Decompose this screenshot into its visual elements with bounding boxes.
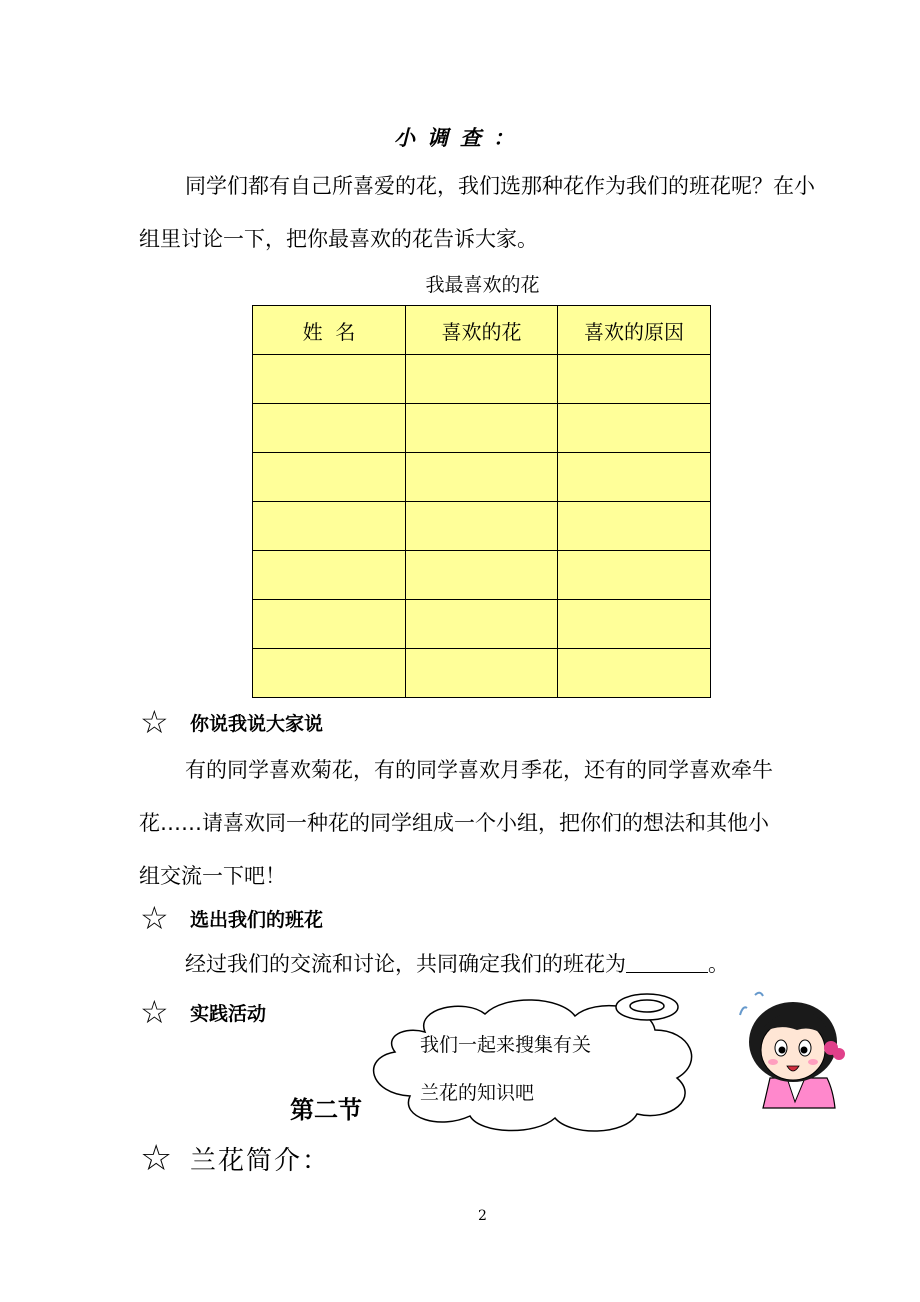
cell-reason[interactable] (558, 551, 711, 600)
page-number: 2 (478, 1208, 487, 1224)
header-flower: 喜欢的花 (406, 306, 558, 355)
choose-line (139, 938, 839, 991)
cell-flower[interactable] (406, 404, 558, 453)
cell-name[interactable] (253, 551, 406, 600)
table-header-row (253, 306, 711, 355)
cell-flower[interactable] (406, 355, 558, 404)
star-outline-icon: ☆ (140, 993, 169, 1031)
favorite-flower-table (252, 305, 711, 698)
orchid-intro-text: 兰花简介： (190, 1146, 331, 1176)
girl-illustration-icon (735, 990, 855, 1110)
intro-line-2: 组里讨论一下，把你最喜欢的花告诉大家。 (139, 227, 538, 251)
header-name: 姓 名 (253, 306, 406, 355)
section-heading-discuss (140, 703, 324, 741)
cell-flower[interactable] (406, 502, 558, 551)
choose-period: 。 (708, 952, 729, 976)
choose-text: 经过我们的交流和讨论，共同确定我们的班花为 (185, 952, 626, 976)
cell-flower[interactable] (406, 453, 558, 502)
cell-name[interactable] (253, 355, 406, 404)
table-body (253, 355, 711, 698)
orchid-intro-heading (140, 1138, 330, 1179)
discuss-line-2: 花……请喜欢同一种花的同学组成一个小组，把你们的想法和其他小 (139, 811, 769, 835)
discuss-paragraph (139, 744, 839, 903)
cell-name[interactable] (253, 600, 406, 649)
table-row (253, 404, 711, 453)
cell-name[interactable] (253, 404, 406, 453)
discuss-line-1: 有的同学喜欢菊花，有的同学喜欢月季花，还有的同学喜欢牵牛 (185, 758, 773, 782)
section-heading-choose (140, 899, 324, 937)
discuss-line-3: 组交流一下吧！ (139, 864, 286, 888)
star-outline-icon: ☆ (140, 703, 169, 741)
bubble-line-2: 兰花的知识吧 (420, 1082, 535, 1104)
cell-flower[interactable] (406, 600, 558, 649)
section-heading-text: 选出我们的班花 (190, 908, 324, 931)
cell-reason[interactable] (558, 600, 711, 649)
survey-title: 小调查： (394, 126, 526, 150)
table-row (253, 453, 711, 502)
bubble-line-1: 我们一起来搜集有关 (420, 1034, 592, 1056)
table-row (253, 649, 711, 698)
header-reason: 喜欢的原因 (558, 306, 711, 355)
table-row (253, 502, 711, 551)
cell-flower[interactable] (406, 551, 558, 600)
cell-reason[interactable] (558, 649, 711, 698)
thought-cloud-icon (355, 990, 735, 1140)
chapter-title: 第二节 (290, 1096, 362, 1124)
table-row (253, 355, 711, 404)
star-outline-icon: ☆ (140, 899, 169, 937)
survey-intro (139, 160, 839, 266)
section-heading-text: 你说我说大家说 (190, 712, 324, 735)
cell-reason[interactable] (558, 453, 711, 502)
fill-in-blank[interactable] (626, 950, 708, 973)
choose-paragraph (139, 938, 839, 991)
cell-name[interactable] (253, 649, 406, 698)
cell-reason[interactable] (558, 404, 711, 453)
cell-name[interactable] (253, 502, 406, 551)
cell-name[interactable] (253, 453, 406, 502)
cell-reason[interactable] (558, 502, 711, 551)
table-row (253, 600, 711, 649)
section-heading-text: 实践活动 (190, 1002, 267, 1025)
cell-reason[interactable] (558, 355, 711, 404)
section-heading-practice (140, 993, 267, 1031)
star-outline-icon: ☆ (140, 1138, 173, 1179)
intro-line-1: 同学们都有自己所喜爱的花，我们选那种花作为我们的班花呢？在小 (185, 174, 815, 198)
cell-flower[interactable] (406, 649, 558, 698)
table-caption: 我最喜欢的花 (425, 274, 540, 296)
table-row (253, 551, 711, 600)
